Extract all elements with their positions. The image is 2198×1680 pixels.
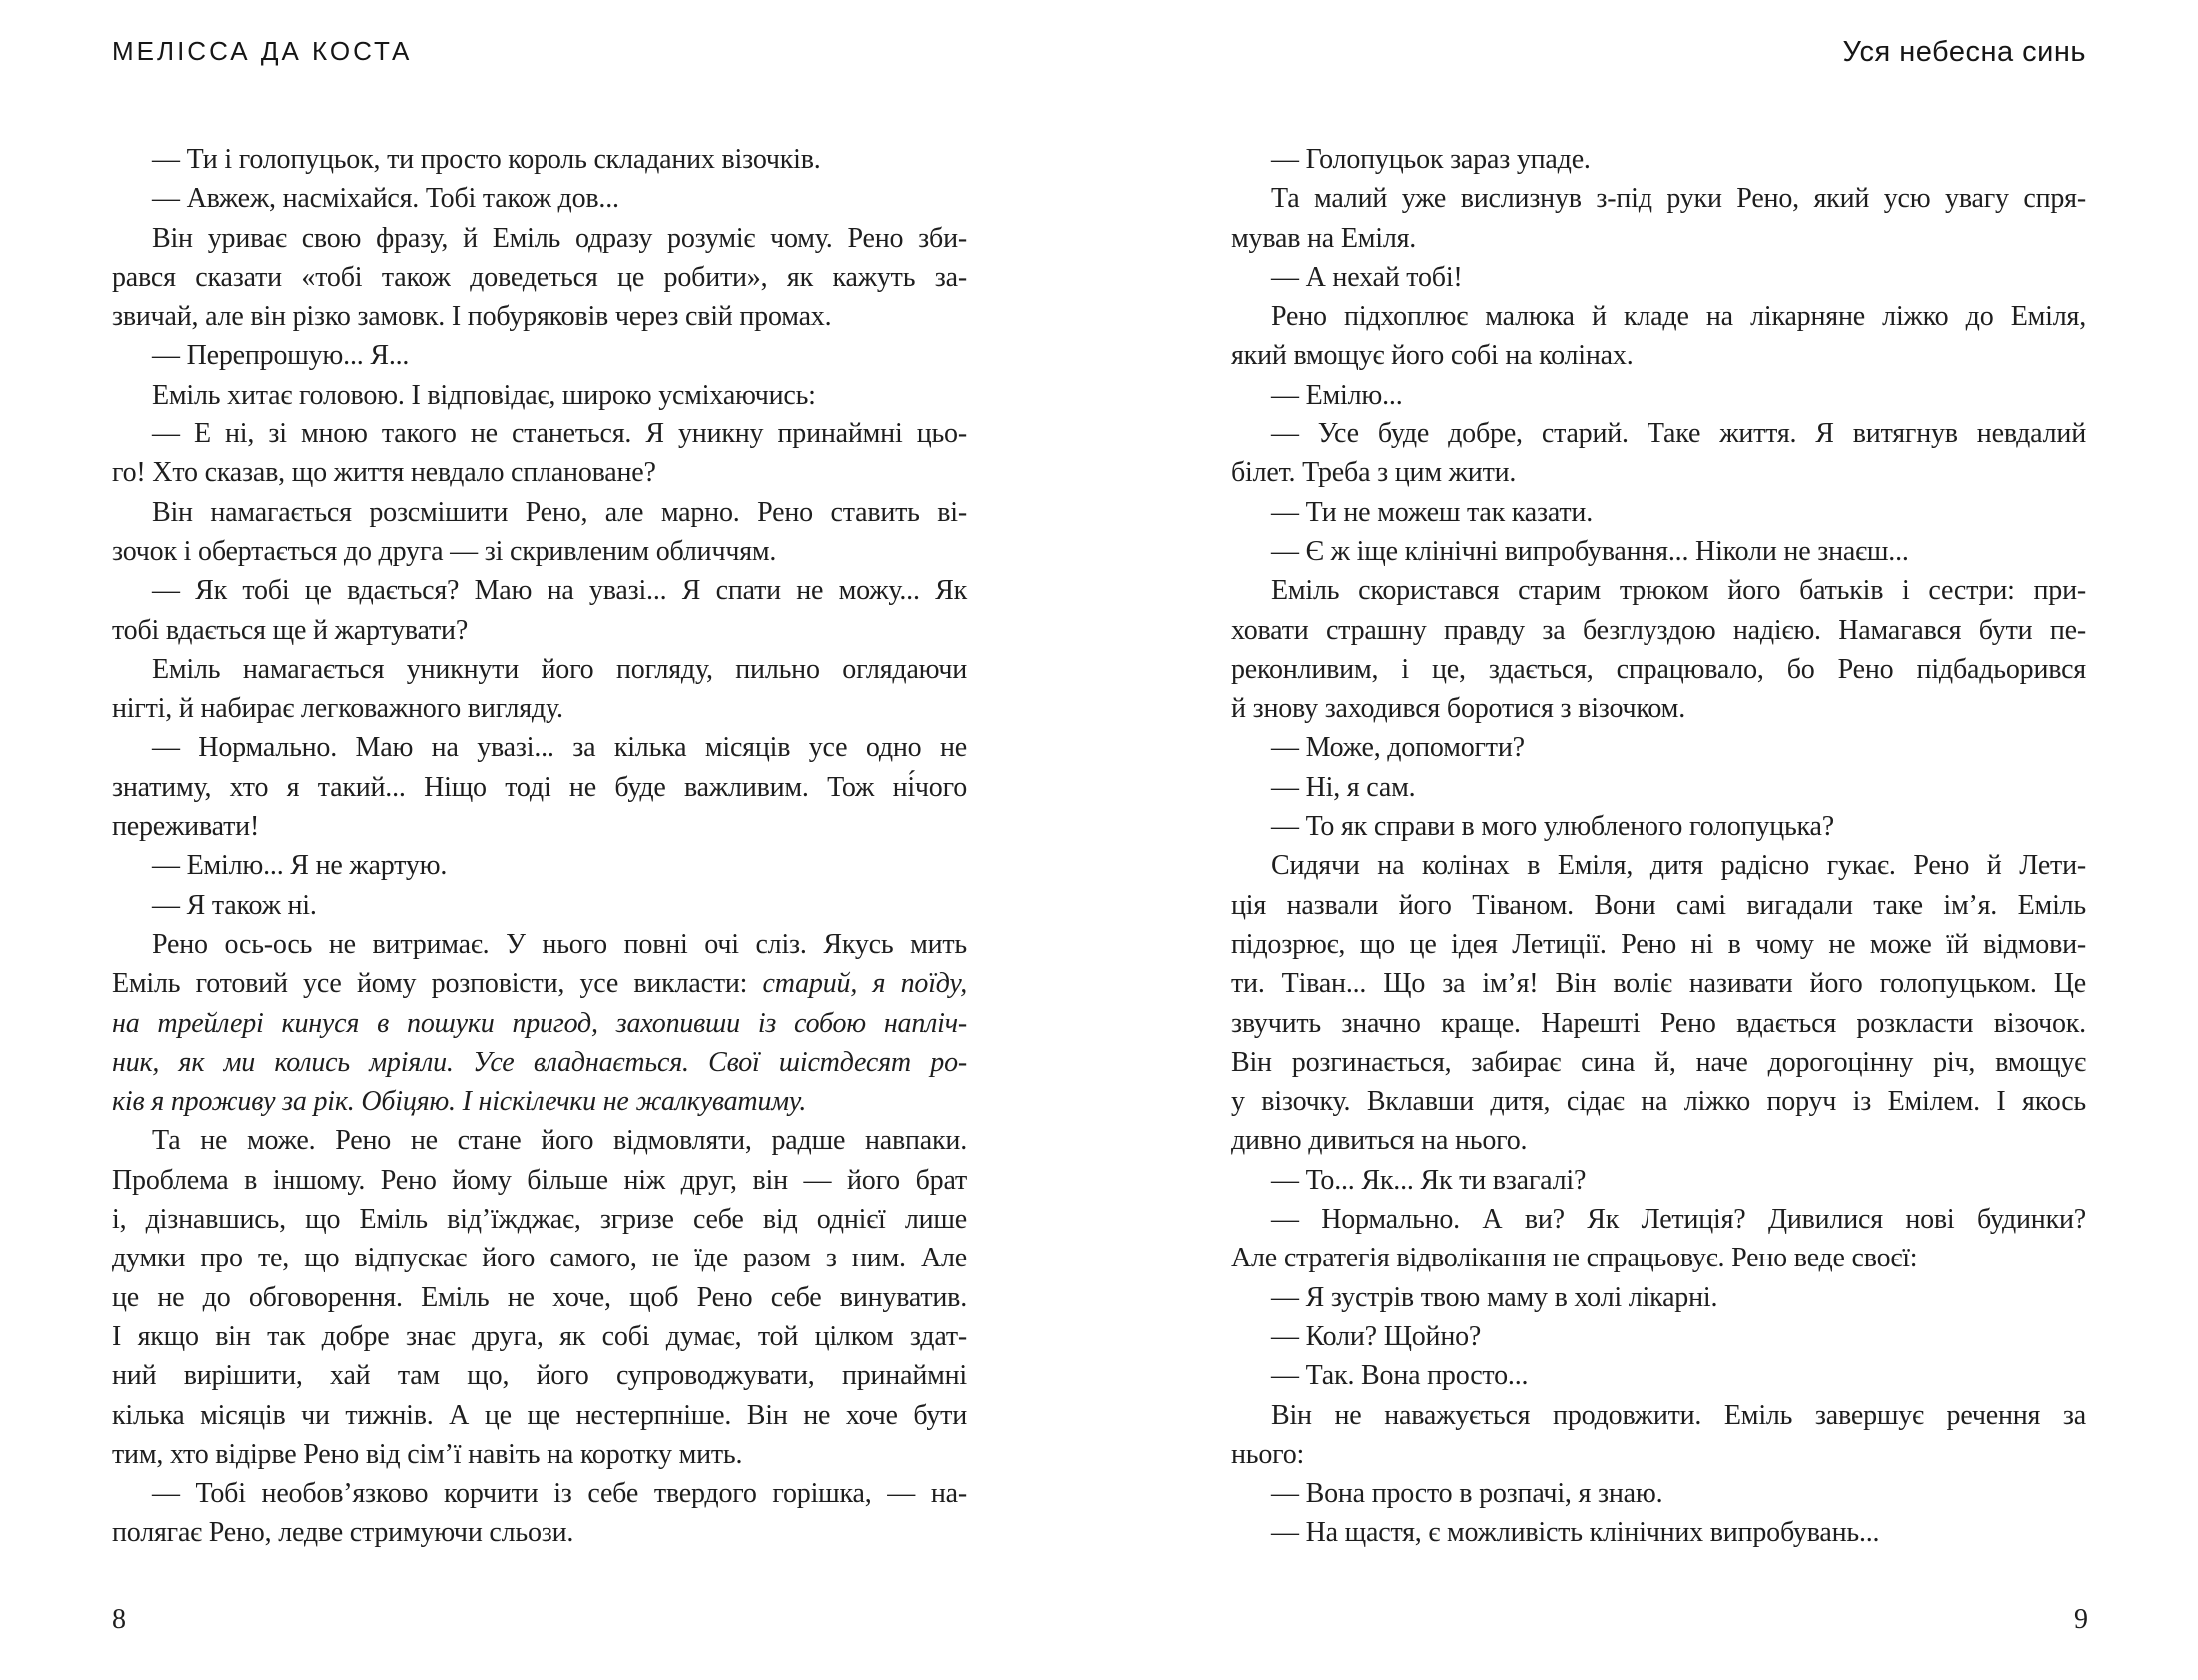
text-line xyxy=(1231,140,2086,179)
text-run: — Емілю... Я не жартую. xyxy=(152,850,448,882)
text-line xyxy=(1231,768,2086,807)
text-line xyxy=(112,1278,967,1317)
text-run: — Ні, я сам. xyxy=(1271,771,1416,803)
italic-text-run: старий, я поїду, xyxy=(762,968,967,1000)
italic-text-run: ків я проживу за рік. Обіцяю. І ніскілечки не жалкуватиму. xyxy=(112,1086,807,1118)
text-line xyxy=(1231,1317,2086,1356)
text-line xyxy=(112,1082,967,1121)
text-run: ція назвали його Тіваном. Вони самі вигадали таке ім’я. Еміль xyxy=(1231,889,2086,921)
running-header-author: МЕЛІССА ДА КОСТА xyxy=(112,36,413,66)
text-line xyxy=(112,650,967,689)
text-line xyxy=(1231,532,2086,571)
text-line xyxy=(1231,1200,2086,1239)
text-line xyxy=(112,1356,967,1395)
text-run: переживати! xyxy=(112,811,260,843)
page-left-text-column xyxy=(112,140,967,1553)
text-run: тим, хто відірве Рено від сім’ї навіть на коротку мить. xyxy=(112,1438,743,1470)
text-line xyxy=(1231,1161,2086,1200)
text-run: — Так. Вона просто... xyxy=(1271,1360,1529,1392)
text-line xyxy=(112,179,967,218)
text-run: звучить значно краще. Нарешті Рено вдається розкласти візочок. xyxy=(1231,1007,2086,1039)
text-run: нігті, й набирає легковажного вигляду. xyxy=(112,693,563,725)
text-line xyxy=(112,846,967,885)
text-run: — То як справи в мого улюбленого голопуцька? xyxy=(1271,811,1834,843)
text-run: Еміль скористався старим трюком його батьків і сестри: при- xyxy=(1271,575,2086,607)
text-line xyxy=(1231,1356,2086,1395)
text-line xyxy=(1231,453,2086,492)
text-run: — Емілю... xyxy=(1271,379,1403,411)
text-run: — Нормально. А ви? Як Летиція? Дивилися нові будинки? xyxy=(1271,1204,2086,1236)
text-line xyxy=(1231,650,2086,689)
text-run: думки про те, що відпускає його самого, не їде разом з ним. Але xyxy=(112,1243,967,1274)
text-run: зочок і обертається до друга — зі скривленим обличчям. xyxy=(112,535,777,567)
text-run: — Ти і голопуцьок, ти просто король складаних візочків. xyxy=(152,144,821,175)
text-run: нього: xyxy=(1231,1438,1305,1470)
text-run: — Усе буде добре, старий. Таке життя. Я витягнув невдалий xyxy=(1271,419,2086,450)
text-run: ти. Тіван... Що за ім’я! Він воліє називати його голопуцьком. Це xyxy=(1231,968,2086,1000)
text-run: це не до обговорення. Еміль не хоче, щоб Рено себе винуватив. xyxy=(112,1281,967,1313)
text-run: Еміль намагається уникнути його погляду, пильно оглядаючи xyxy=(152,653,967,685)
text-line xyxy=(112,611,967,650)
text-run: — Коли? Щойно? xyxy=(1271,1320,1482,1352)
text-line xyxy=(112,258,967,297)
text-run: Але стратегія відволікання не спрацьовує. Рено веде своєї: xyxy=(1231,1243,1918,1274)
text-line xyxy=(1231,886,2086,925)
text-line xyxy=(112,1317,967,1356)
text-run: Рено підхоплює малюка й кладе на лікарняне ліжко до Еміля, xyxy=(1271,301,2086,333)
text-run: І якщо він так добре знає друга, як собі думає, той цілком здат- xyxy=(112,1320,967,1352)
text-line xyxy=(1231,1396,2086,1435)
text-line xyxy=(112,689,967,728)
text-run: — А нехай тобі! xyxy=(1271,261,1463,293)
text-run: знатиму, хто я такий... Ніщо тоді не буде важливим. Тож ні́чого xyxy=(112,771,967,803)
text-run: — То... Як... Як ти взагалі? xyxy=(1271,1164,1587,1196)
text-line xyxy=(1231,1474,2086,1513)
text-line xyxy=(112,925,967,964)
text-line xyxy=(1231,571,2086,610)
text-line xyxy=(1231,689,2086,728)
text-line xyxy=(1231,964,2086,1003)
text-run: — Є ж іще клінічні випробування... Ніколи не знаєш... xyxy=(1271,535,1909,567)
text-line xyxy=(112,376,967,415)
text-line xyxy=(112,1043,967,1082)
text-line xyxy=(112,1004,967,1043)
text-run: Він намагається розсмішити Рено, але марно. Рено ставить ві- xyxy=(152,496,967,528)
text-run: рався сказати «тобі також доведеться це робити», як кажуть за- xyxy=(112,261,967,293)
text-run: у візочку. Вклавши дитя, сідає на ліжко поруч із Емілем. І якось xyxy=(1231,1086,2086,1118)
text-run: Він не наважується продовжити. Еміль завершує речення за xyxy=(1271,1399,2086,1431)
text-line xyxy=(1231,1239,2086,1277)
text-line xyxy=(112,336,967,375)
text-line xyxy=(1231,336,2086,375)
text-run: і, дізнавшись, що Еміль від’їжджає, згризе себе від однієї лише xyxy=(112,1204,967,1236)
text-run: — Перепрошую... Я... xyxy=(152,340,410,372)
text-line xyxy=(1231,846,2086,885)
text-run: Він уриває свою фразу, й Еміль одразу розуміє чому. Рено зби- xyxy=(152,222,967,254)
text-run: — Я зустрів твою маму в холі лікарні. xyxy=(1271,1281,1718,1313)
text-run: дивно дивиться на нього. xyxy=(1231,1125,1528,1157)
text-line xyxy=(112,1239,967,1277)
text-run: ховати страшну правду за безглуздою надією. Намагався бути пе- xyxy=(1231,614,2086,646)
text-run: й знову заходився боротися з візочком. xyxy=(1231,693,1685,725)
text-run: — Я також ні. xyxy=(152,889,317,921)
text-run: — На щастя, є можливість клінічних випробувань... xyxy=(1271,1517,1880,1549)
text-run: — Як тобі це вдається? Маю на увазі... Я спати не можу... Як xyxy=(152,575,967,607)
text-line xyxy=(112,1474,967,1513)
text-line xyxy=(1231,1082,2086,1121)
page-number-left: 8 xyxy=(112,1604,126,1635)
text-line xyxy=(112,532,967,571)
text-line xyxy=(112,297,967,336)
text-run: підозрює, що це ідея Летиції. Рено ні в чому не може їй відмови- xyxy=(1231,928,2086,960)
text-line xyxy=(112,964,967,1003)
text-run: го! Хто сказав, що життя невдало сплановане? xyxy=(112,457,656,489)
page-right-text-column xyxy=(1231,140,2086,1553)
text-line xyxy=(112,1513,967,1552)
text-line xyxy=(1231,179,2086,218)
text-run: Проблема в іншому. Рено йому більше ніж друг, він — його брат xyxy=(112,1164,967,1196)
text-line xyxy=(112,219,967,258)
text-line xyxy=(112,571,967,610)
text-run: — Нормально. Маю на увазі... за кілька місяців усе одно не xyxy=(152,732,967,764)
text-run: Еміль готовий усе йому розповісти, усе викласти: xyxy=(112,968,763,1000)
text-line xyxy=(112,1396,967,1435)
text-run: — Тобі необов’язково корчити із себе твердого горішка, — на- xyxy=(152,1478,967,1510)
text-line xyxy=(1231,219,2086,258)
running-header-book-title: Уся небесна синь xyxy=(1842,36,2086,68)
text-run: тобі вдається ще й жартувати? xyxy=(112,614,469,646)
text-line xyxy=(112,493,967,532)
text-line xyxy=(1231,1043,2086,1082)
text-line xyxy=(1231,1513,2086,1552)
text-line xyxy=(1231,611,2086,650)
text-line xyxy=(1231,297,2086,336)
text-line xyxy=(112,1161,967,1200)
text-line xyxy=(112,453,967,492)
text-line xyxy=(112,1121,967,1160)
text-line xyxy=(1231,258,2086,297)
text-line xyxy=(112,768,967,807)
text-run: Він розгинається, забирає сина й, наче дорогоцінну річ, вмощує xyxy=(1231,1046,2086,1078)
text-run: — Авжеж, насміхайся. Тобі також дов... xyxy=(152,183,619,215)
text-run: — Може, допомогти? xyxy=(1271,732,1525,764)
page-number-right: 9 xyxy=(2074,1604,2088,1635)
text-line xyxy=(1231,376,2086,415)
text-run: мував на Еміля. xyxy=(1231,222,1417,254)
text-run: Та не може. Рено не стане його відмовляти, радше навпаки. xyxy=(152,1125,967,1157)
text-run: полягає Рено, ледве стримуючи сльози. xyxy=(112,1517,574,1549)
text-run: Рено ось-ось не витримає. У нього повні очі сліз. Якусь мить xyxy=(152,928,967,960)
text-line xyxy=(112,1435,967,1474)
text-run: — Ти не можеш так казати. xyxy=(1271,496,1593,528)
text-run: білет. Треба з цим жити. xyxy=(1231,457,1517,489)
text-line xyxy=(112,728,967,767)
text-run: — Вона просто в розпачі, я знаю. xyxy=(1271,1478,1663,1510)
italic-text-run: на трейлері кинуся в пошуки пригод, захопивши із собою напліч- xyxy=(112,1007,967,1039)
text-run: реконливим, і це, здається, спрацювало, бо Рено підбадьорився xyxy=(1231,653,2086,685)
text-run: кілька місяців чи тижнів. А це ще нестерпніше. Він не хоче бути xyxy=(112,1399,967,1431)
text-line xyxy=(112,1200,967,1239)
text-line xyxy=(1231,728,2086,767)
text-run: Та малий уже вислизнув з-під руки Рено, який усю увагу спря- xyxy=(1271,183,2086,215)
text-line xyxy=(112,140,967,179)
text-line xyxy=(1231,925,2086,964)
text-run: — Голопуцьок зараз упаде. xyxy=(1271,144,1591,175)
text-run: звичай, але він різко замовк. І побуряковів через свій промах. xyxy=(112,301,832,333)
text-line xyxy=(1231,1004,2086,1043)
text-line xyxy=(1231,493,2086,532)
italic-text-run: ник, як ми колись мріяли. Усе владнається. Свої шістдесят ро- xyxy=(112,1046,967,1078)
text-run: який вмощує його собі на колінах. xyxy=(1231,340,1634,372)
text-run: Сидячи на колінах в Еміля, дитя радісно гукає. Рено й Лети- xyxy=(1271,850,2086,882)
text-line xyxy=(1231,1121,2086,1160)
text-run: Еміль хитає головою. І відповідає, широко усміхаючись: xyxy=(152,379,816,411)
text-run: ний вирішити, хай там що, його супроводжувати, принаймні xyxy=(112,1360,967,1392)
text-line xyxy=(1231,1278,2086,1317)
text-line xyxy=(1231,1435,2086,1474)
text-line xyxy=(1231,807,2086,846)
text-line xyxy=(112,415,967,453)
text-line xyxy=(112,807,967,846)
text-run: — Е ні, зі мною такого не станеться. Я уникну принаймні цьо- xyxy=(152,419,967,450)
text-line xyxy=(112,886,967,925)
text-line xyxy=(1231,415,2086,453)
